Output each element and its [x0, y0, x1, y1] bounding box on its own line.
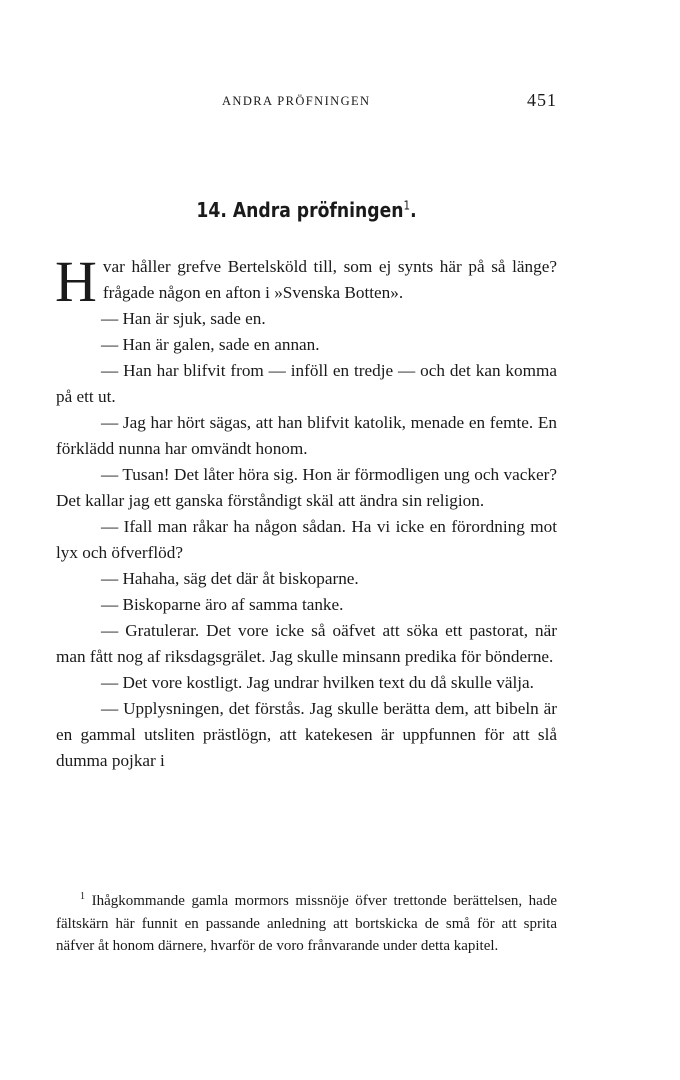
running-title: ANDRA PRÖFNINGEN [222, 94, 371, 108]
opening-paragraph [55, 249, 557, 314]
paragraph: — Tusan! Det låter höra sig. Hon är förmodligen ung och vacker? Det kallar jag ett ganska förståndigt skäl att ändra sin religion. [56, 465, 557, 510]
drop-cap: H [55, 249, 97, 314]
chapter-title [91, 198, 522, 222]
chapter-title-end: . [410, 198, 417, 222]
paragraph: — Gratulerar. Det vore icke så oäfvet att söka ett pastorat, när man fått nog af riksdagsgrälet. Jag skulle minsann predika för bönderne. [56, 621, 557, 666]
paragraph: — Hahaha, säg det där åt biskoparne. [101, 569, 359, 588]
chapter-footnote-marker[interactable]: 1 [403, 198, 411, 213]
footnote-text: Ihågkommande gamla mormors missnöje öfver trettonde berättelsen, hade fältskärn här funnit en passande anledning att bortskicka de små för att sprita näfver åt honom därnere, hvarför de voro frånvarande under detta kapitel. [56, 893, 557, 954]
body-text [55, 249, 557, 774]
paragraph: — Ifall man råkar ha någon sådan. Ha vi icke en förordning mot lyx och öfverflöd? [56, 517, 557, 562]
paragraph: — Upplysningen, det förstås. Jag skulle berätta dem, att bibeln är en gammal utsliten prästlögn, att katekesen är uppfunnen för att slå dumma pojkar i [56, 699, 557, 770]
paragraph: — Det vore kostligt. Jag undrar hvilken text du då skulle välja. [101, 673, 534, 692]
paragraph: — Han är galen, sade en annan. [101, 335, 320, 354]
page-number: 451 [527, 90, 557, 110]
footnote-marker: 1 [80, 891, 85, 902]
running-header [56, 92, 557, 112]
footnote [56, 886, 557, 958]
paragraph: — Biskoparne äro af samma tanke. [101, 595, 344, 614]
opening-text: var håller grefve Bertelsköld till, som ej synts här på så länge? frågade någon en afton i »Svenska Botten». [102, 257, 557, 302]
chapter-title-text: 14. Andra pröfningen [196, 198, 404, 222]
paragraph: — Han är sjuk, sade en. [101, 309, 266, 328]
paragraph: — Jag har hört sägas, att han blifvit katolik, menade en femte. En förklädd nunna har omvändt honom. [56, 413, 557, 458]
paragraph: — Han har blifvit from — inföll en tredje — och det kan komma på ett ut. [56, 361, 557, 406]
